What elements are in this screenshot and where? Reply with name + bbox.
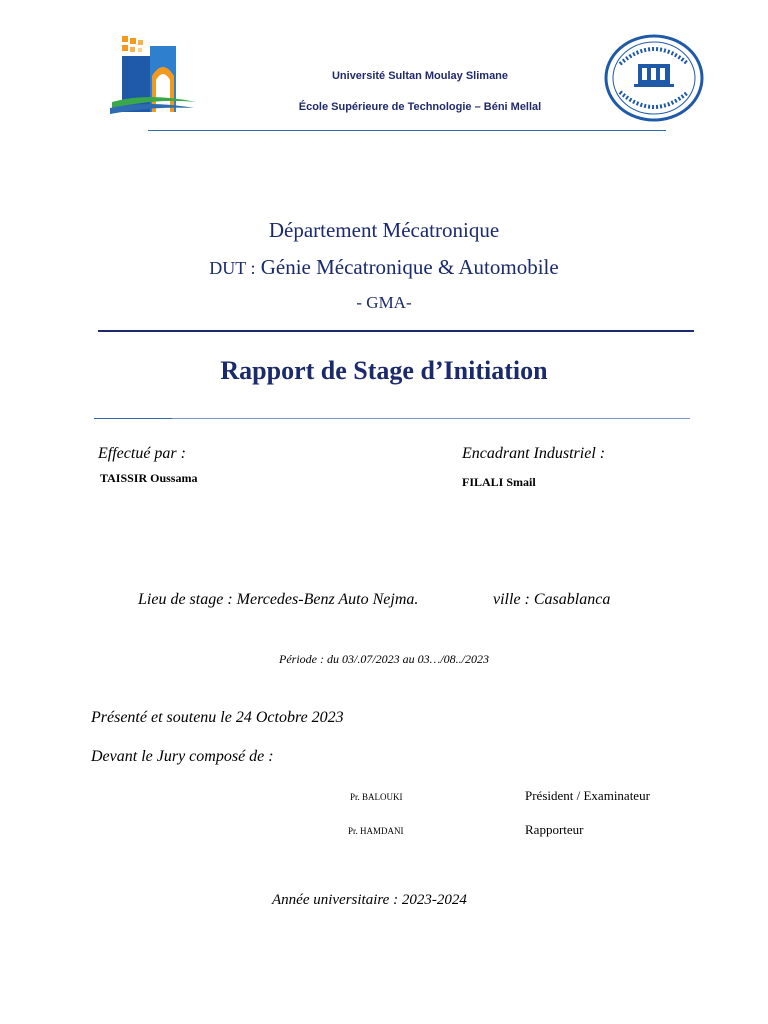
- title-divider-bottom-left: [94, 418, 172, 419]
- department-title: Département Mécatronique: [268, 218, 500, 242]
- internship-location: [138, 591, 418, 609]
- presented-date: Présenté et soutenu le 24 Octobre 2023: [91, 709, 344, 726]
- est-seal-icon: [604, 34, 704, 122]
- program-name: Génie Mécatronique & Automobile: [260, 255, 559, 279]
- done-by-label: Effectué par :: [98, 445, 186, 462]
- period-label: Période :: [279, 652, 324, 666]
- student-name: TAISSIR Oussama: [100, 471, 198, 485]
- place-value: Mercedes-Benz Auto Nejma.: [236, 591, 419, 608]
- program-abbrev: - GMA-: [356, 293, 412, 312]
- report-title: Rapport de Stage d’Initiation: [220, 356, 548, 385]
- dut-prefix: DUT :: [209, 258, 256, 278]
- internship-city: [493, 591, 610, 609]
- city-value: Casablanca: [533, 591, 611, 608]
- jury-member-role: Rapporteur: [525, 822, 584, 837]
- internship-period: [0, 652, 768, 667]
- academic-year-label: Année universitaire :: [272, 892, 399, 908]
- title-divider-bottom-right: [172, 418, 690, 419]
- city-label: ville :: [493, 591, 530, 608]
- period-value: du 03/.07/2023 au 03…/08../2023: [326, 652, 489, 666]
- university-name: Université Sultan Moulay Slimane: [331, 70, 509, 82]
- place-label: Lieu de stage :: [138, 591, 233, 608]
- title-divider-top: [98, 330, 694, 332]
- jury-member-role: Président / Examinateur: [525, 788, 650, 803]
- jury-member-name: Pr. BALOUKI: [350, 792, 403, 802]
- supervisor-name: FILALI Smail: [462, 475, 536, 489]
- school-name: École Supérieure de Technologie – Béni Mellal: [298, 101, 542, 113]
- jury-member-name: Pr. HAMDANI: [348, 826, 404, 836]
- academic-year: [272, 892, 467, 909]
- academic-year-value: 2023-2024: [401, 892, 467, 908]
- header-divider: [148, 130, 666, 131]
- supervisor-label: Encadrant Industriel :: [462, 445, 606, 462]
- program-title: [0, 255, 768, 280]
- jury-intro: Devant le Jury composé de :: [91, 748, 274, 765]
